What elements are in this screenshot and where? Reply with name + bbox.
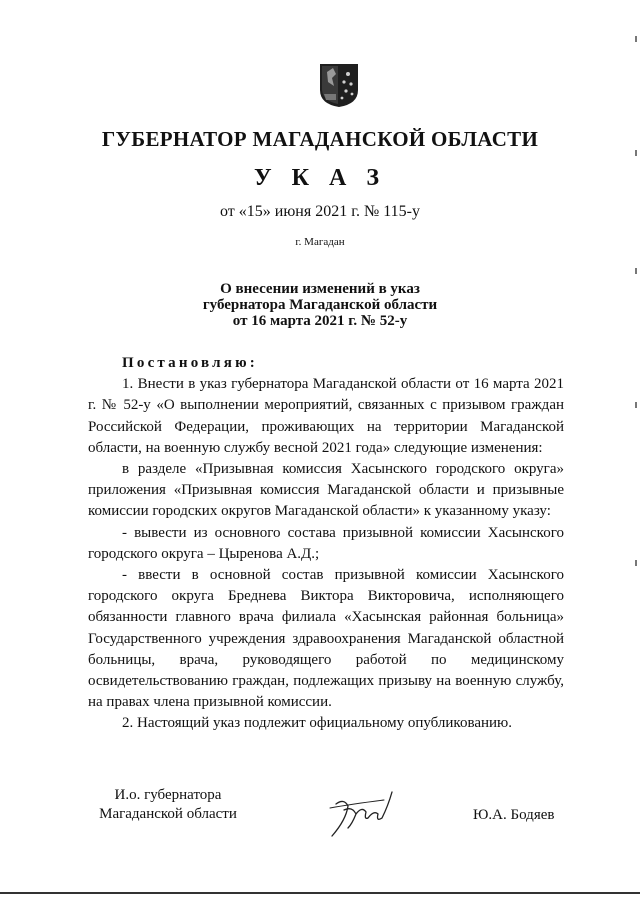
document-city: г. Магадан (295, 236, 345, 248)
subject-line: О внесении изменений в указ (220, 281, 420, 297)
coat-of-arms-icon (318, 60, 360, 108)
body-paragraph: 1. Внести в указ губернатора Магаданской области от 16 марта 2021 г. № 52-у «О выполнении мероприятий, связанных с призывом граждан Российской Федерации, проживающих на территории Магаданской области, на военную службу весной 2021 года» следующие изменения: (88, 376, 564, 456)
document-date-number: от «15» июня 2021 г. № 115-у (220, 203, 420, 220)
signatory-title-line: И.о. губернатора (114, 787, 222, 803)
body-paragraph: 2. Настоящий указ подлежит официальному опубликованию. (122, 715, 513, 732)
document-subject (0, 281, 640, 329)
scan-mark (635, 36, 637, 42)
subject-line: губернатора Магаданской области (202, 297, 438, 313)
decree-word: Постановляю: (122, 355, 258, 371)
body-paragraph: - вывести из основного состава призывной комиссии Хасынского городского округа – Цыренова А.Д.; (88, 524, 564, 562)
signatory-name: Ю.А. Бодяев (473, 807, 555, 823)
scan-mark (635, 268, 637, 274)
signatory-title-line: Магаданской области (99, 806, 237, 822)
subject-line: от 16 марта 2021 г. № 52-у (232, 313, 408, 329)
scan-mark (635, 560, 637, 566)
document-type: У К А З (253, 165, 386, 191)
scan-edge-line (0, 892, 640, 894)
body-paragraph: - ввести в основной состав призывной комиссии Хасынского городского округа Бреднева Виктора Викторовича, исполняющего обязанности главного врача филиала «Хасынская районная больница» Государственного учреждения здравоохранения Магаданской областной больницы, врача, руководящего работой по медицинскому освидетельствованию граждан, подлежащих призыву на военную службу, на правах члена призывной комиссии. (88, 567, 564, 711)
scan-mark (635, 402, 637, 408)
body-paragraph: в разделе «Призывная комиссия Хасынского городского округа» приложения «Призывная комиссия Магаданской области и призывные комиссии городских округов Магаданской области» к указанному указу: (88, 461, 564, 520)
issuing-authority: ГУБЕРНАТОР МАГАДАНСКОЙ ОБЛАСТИ (101, 127, 539, 151)
scan-mark (635, 150, 637, 156)
handwritten-signature (322, 784, 397, 842)
document-body (88, 353, 564, 735)
signatory-title (88, 786, 248, 824)
